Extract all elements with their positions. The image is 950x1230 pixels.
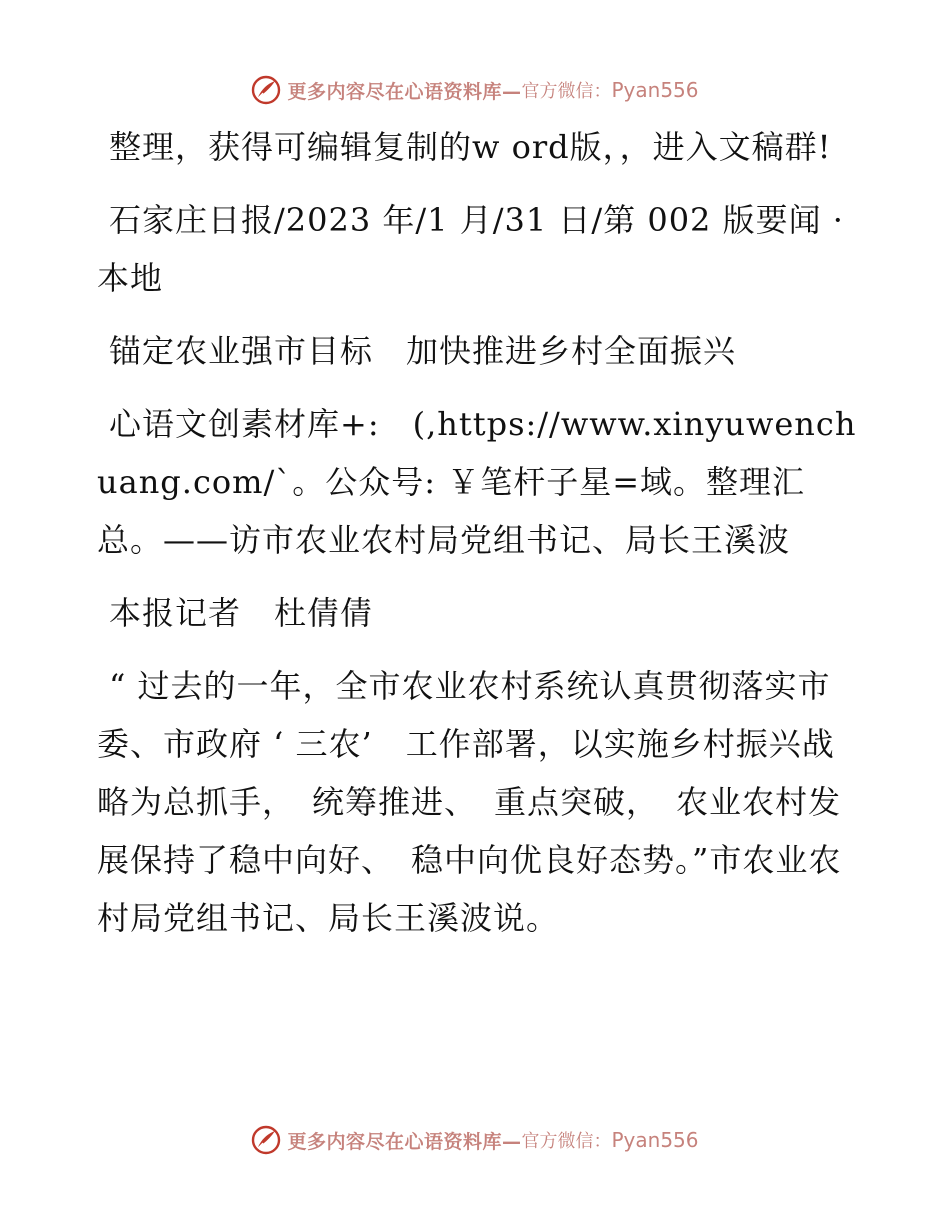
source-line: 石家庄日报/2023 年/1 月/31 日/第 002 版要闻 · 本地: [97, 201, 844, 297]
document-body: [97, 118, 857, 962]
quill-pen-icon: [251, 1125, 281, 1155]
banner-site-text: 更多内容尽在心语资料库—: [287, 1130, 522, 1153]
subtitle-paragraph: 心语文创素材库+: (,https://www.xinyuwenchuang.com/`。公众号: ￥笔杆子星=域。整理汇总。——访市农业农村局党组书记、局长王溪波: [97, 405, 857, 559]
quill-pen-icon: [251, 75, 281, 105]
banner-site-text: 更多内容尽在心语资料库—: [287, 80, 522, 103]
banner-wechat-label: 官方微信：: [521, 1131, 612, 1152]
banner-wechat-label: 官方微信：: [521, 81, 612, 102]
footer-watermark-banner: [0, 1118, 950, 1162]
body-paragraph: “ 过去的一年，全市农业农村系统认真贯彻落实市委、市政府 ‘ 三农’ 工作部署，以实施乡村振兴战略为总抓手， 统筹推进、 重点突破， 农业农村发展保持了稳中向好、 稳中向优良好态势。”市农业农村局党组书记、局长王溪波说。: [97, 667, 842, 937]
intro-paragraph: 整理，获得可编辑复制的w ord版，，进入文稿群!: [109, 128, 832, 166]
banner-wechat-id: Pyan556: [611, 78, 699, 102]
article-title: 锚定农业强市目标 加快推进乡村全面振兴: [109, 332, 737, 370]
banner-wechat-id: Pyan556: [611, 1128, 699, 1152]
reporter-byline: 本报记者 杜倩倩: [109, 594, 374, 632]
header-watermark-banner: [0, 68, 950, 112]
